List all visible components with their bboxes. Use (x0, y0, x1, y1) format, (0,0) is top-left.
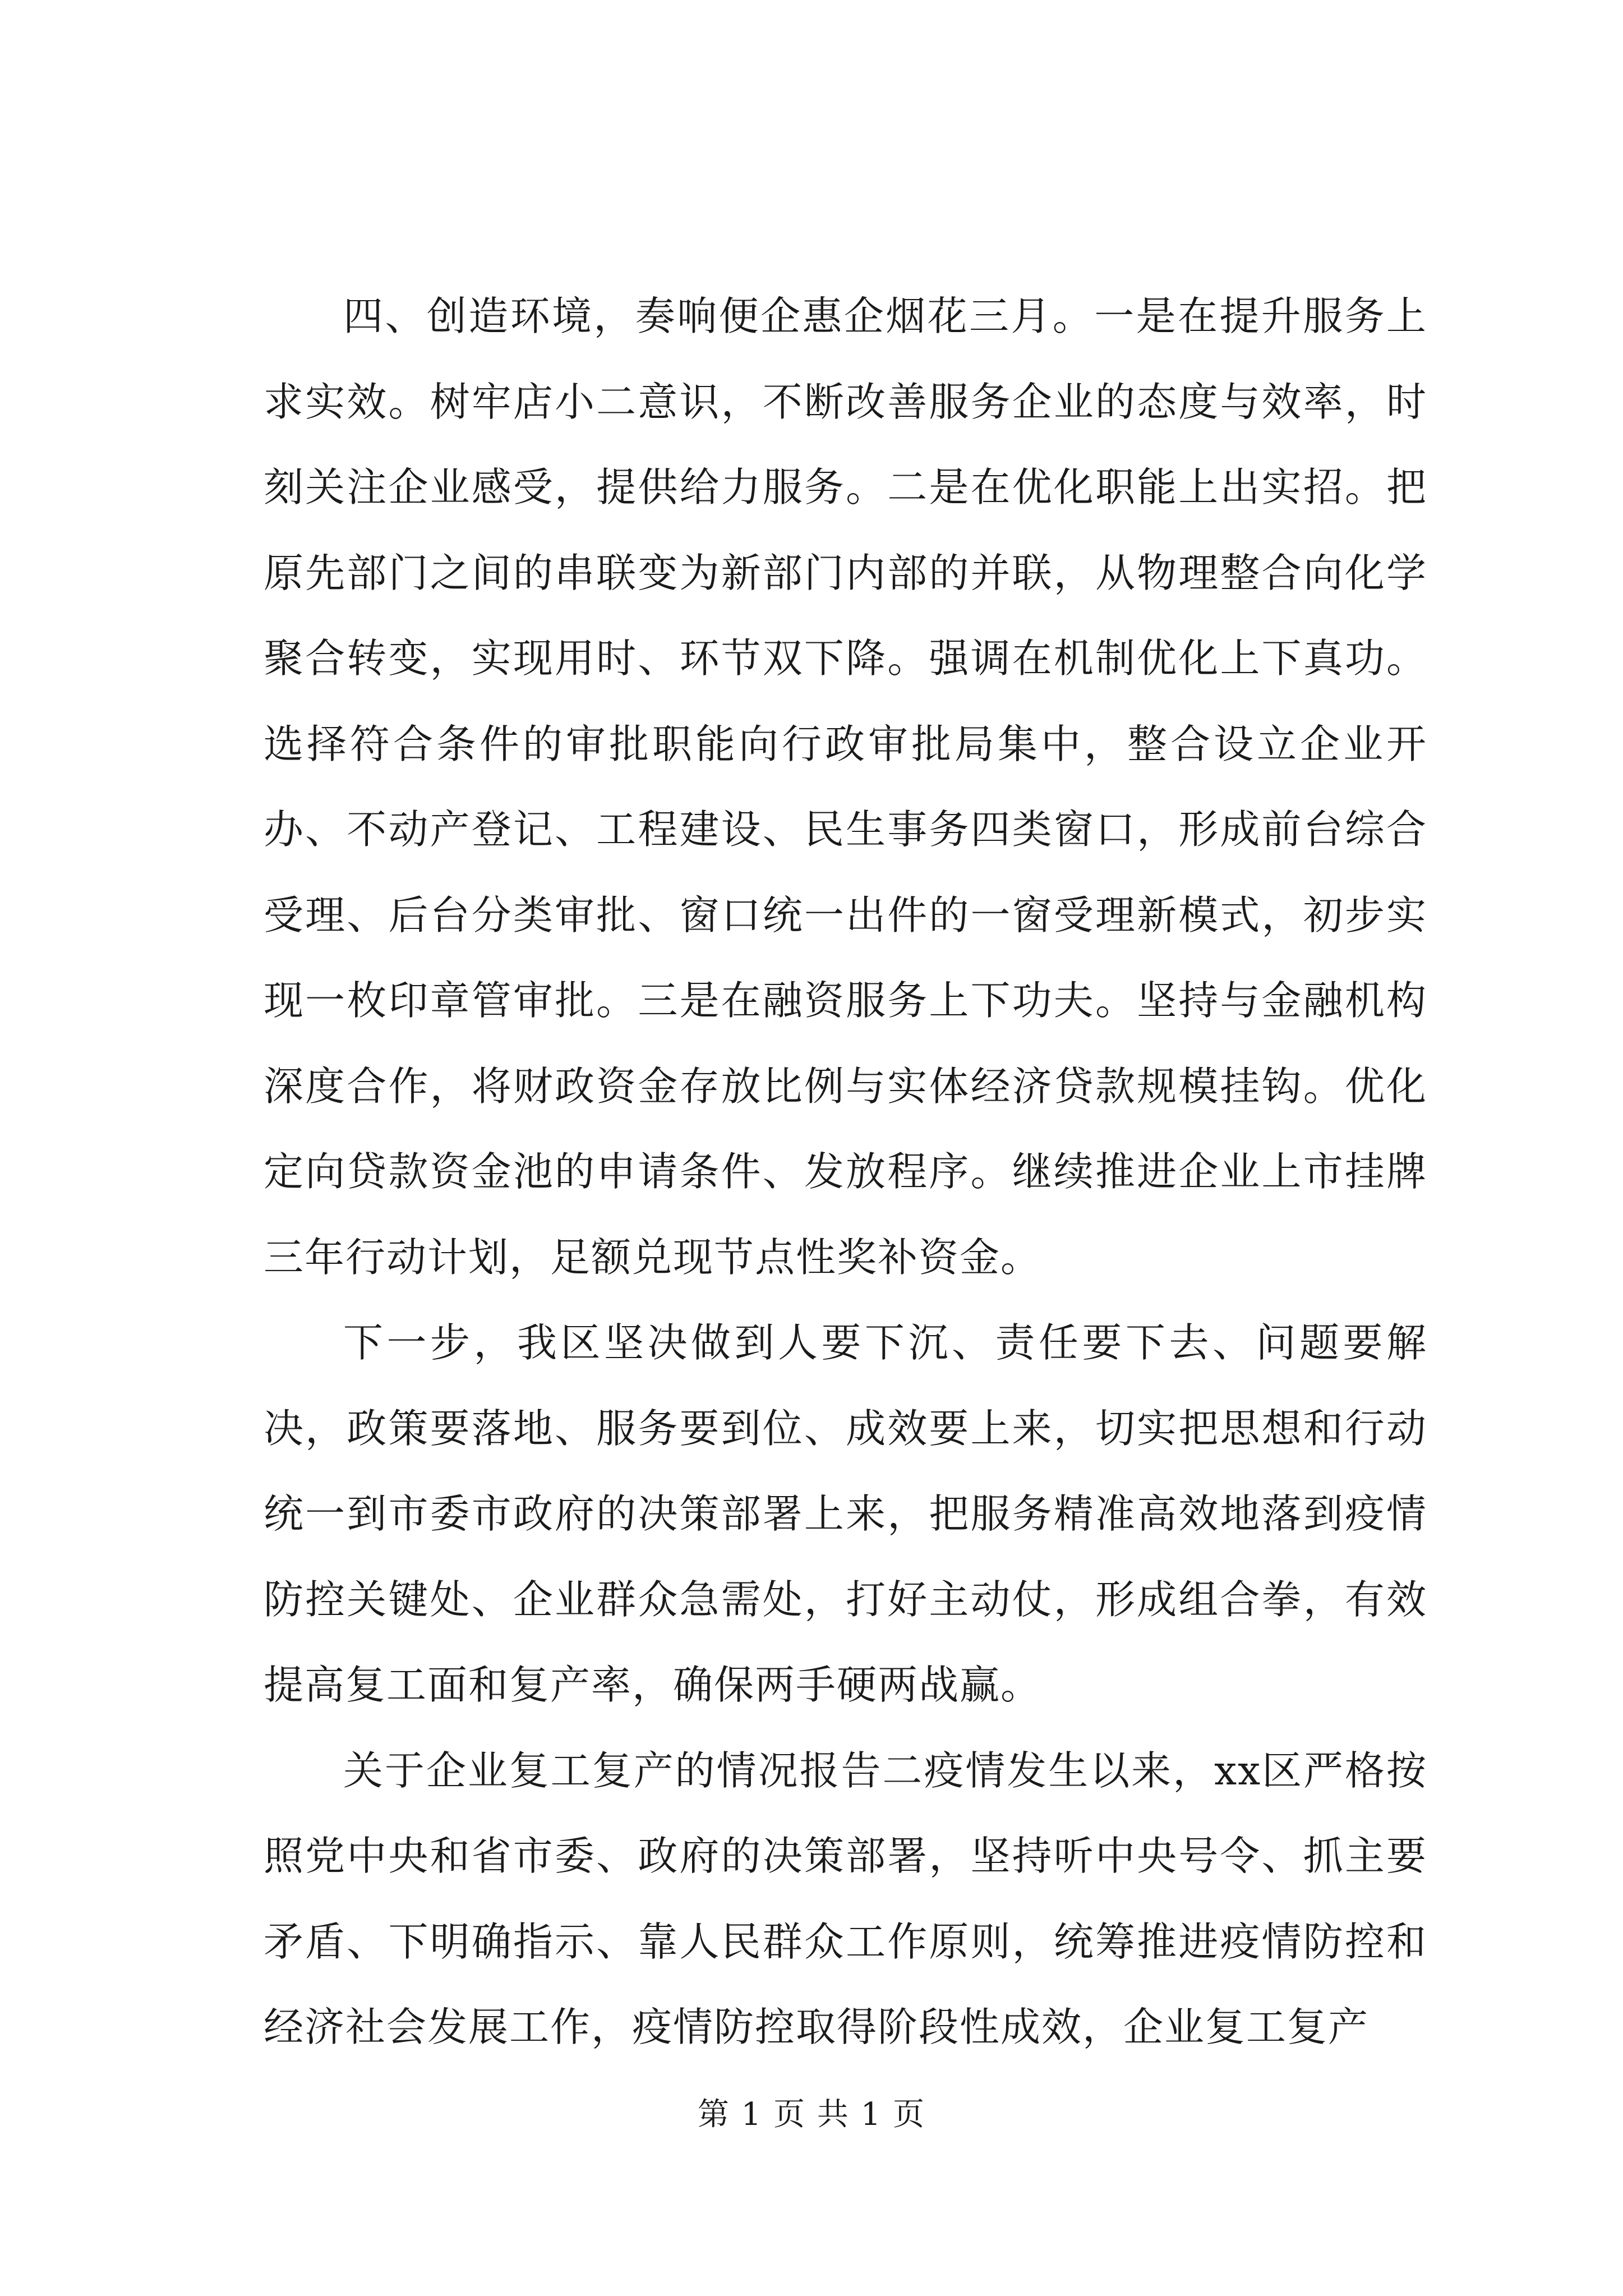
paragraph-environment: 四、创造环境，奏响便企惠企烟花三月。一是在提升服务上求实效。树牢店小二意识，不断改善服务企业的态度与效率，时刻关注企业感受，提供给力服务。二是在优化职能上出实招。把原先部门之间的串联变为新部门内部的并联，从物理整合向化学聚合转变，实现用时、环节双下降。强调在机制优化上下真功。选择符合条件的审批职能向行政审批局集中，整合设立企业开办、不动产登记、工程建设、民生事务四类窗口，形成前台综合受理、后台分类审批、窗口统一出件的一窗受理新模式，初步实现一枚印章管审批。三是在融资服务上下功夫。坚持与金融机构深度合作，将财政资金存放比例与实体经济贷款规模挂钩。优化定向贷款资金池的申请条件、发放程序。继续推进企业上市挂牌三年行动计划，足额兑现节点性奖补资金。 (264, 293, 1427, 1281)
paragraph-next-steps: 下一步，我区坚决做到人要下沉、责任要下去、问题要解决，政策要落地、服务要到位、成效要上来，切实把思想和行动统一到市委市政府的决策部署上来，把服务精准高效地落到疫情防控关键处、企业群众急需处，打好主动仗，形成组合拳，有效提高复工面和复产率，确保两手硬两战赢。 (264, 1319, 1427, 1708)
page-footer: 第 1 页 共 1 页 (697, 2096, 926, 2133)
document-body (264, 274, 1427, 2070)
paragraph-report-two: 关于企业复工复产的情况报告二疫情发生以来，xx区严格按照党中央和省市委、政府的决策部署，坚持听中央号令、抓主要矛盾、下明确指示、靠人民群众工作原则，统筹推进疫情防控和经济社会发展工作，疫情防控取得阶段性成效，企业复工复产 (264, 1747, 1427, 2050)
